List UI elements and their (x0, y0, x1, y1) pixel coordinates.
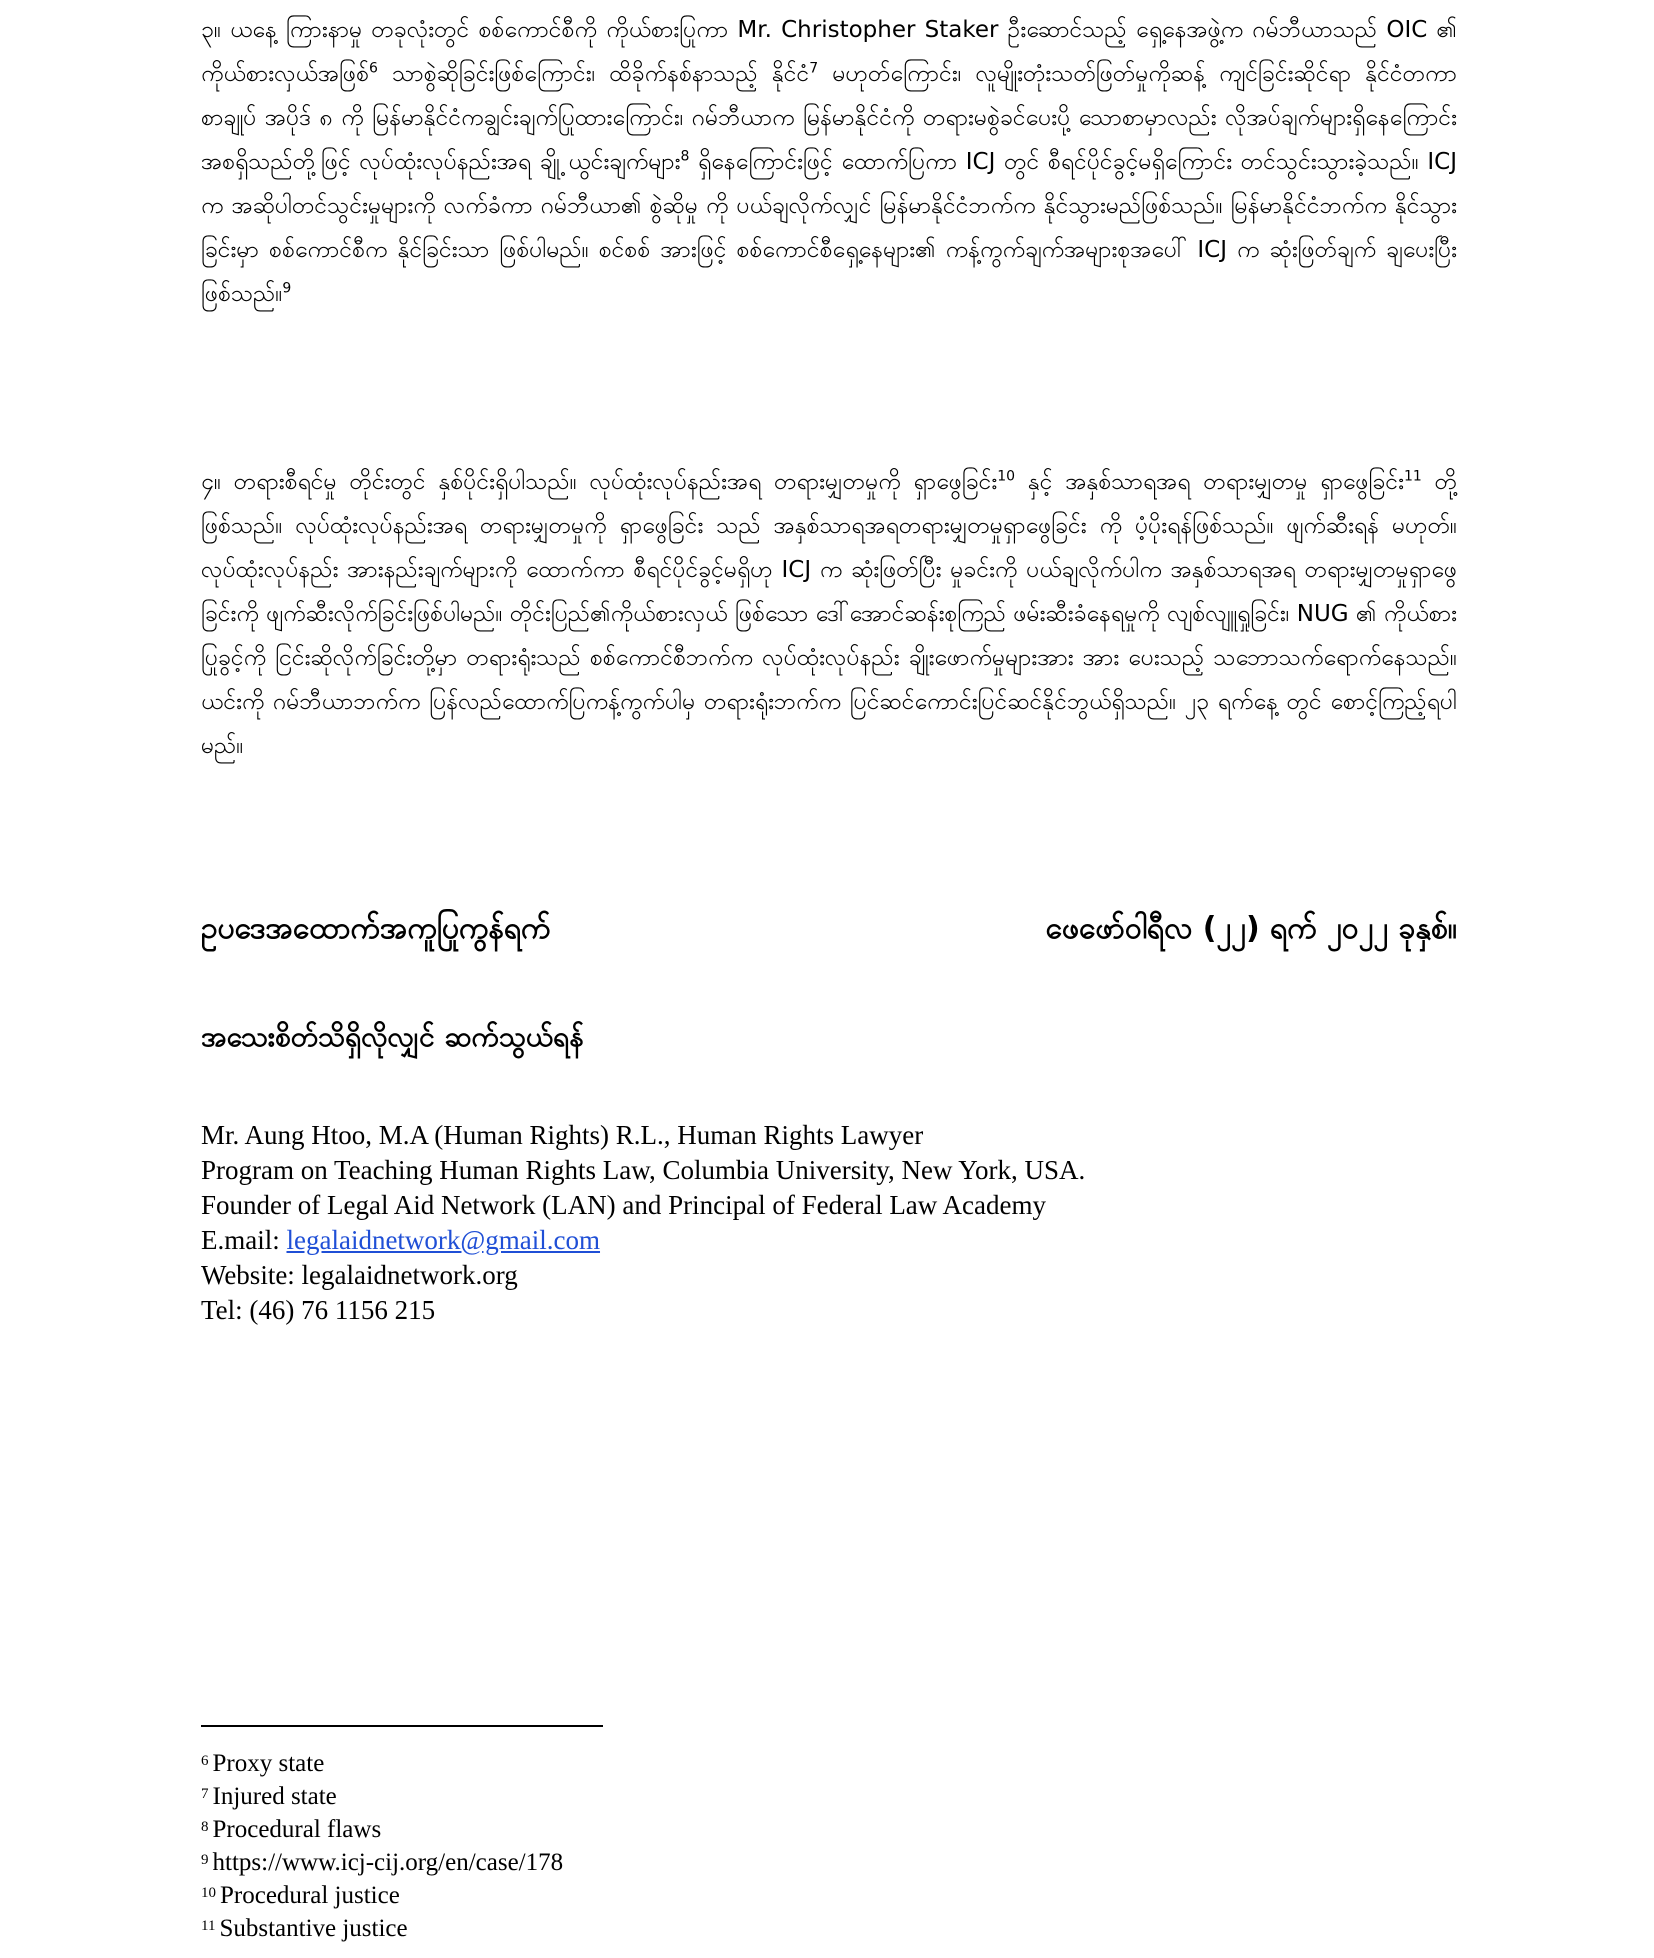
footnote-separator (201, 1725, 603, 1727)
paragraph-3 (201, 8, 1457, 316)
contact-tel: Tel: (46) 76 1156 215 (201, 1295, 436, 1325)
footnote-text: Procedural justice (220, 1882, 400, 1909)
footnote-reference: 7 (809, 60, 819, 77)
paragraph-text: နှင့် အနှစ်သာရအရ တရားမျှတမှု ရှာဖွေခြင်း (1015, 469, 1404, 495)
footnote-item (201, 1912, 1101, 1945)
footnote-reference: 10 (997, 468, 1016, 485)
paragraph-text: သာစွဲဆိုခြင်းဖြစ်ကြောင်း၊ ထိခိုက်နစ်နာသည့် နိုင်ငံ (377, 61, 810, 87)
contact-program: Program on Teaching Human Rights Law, Columbia University, New York, USA. (201, 1155, 1086, 1185)
email-link[interactable]: legalaidnetwork@gmail.com (286, 1225, 601, 1255)
paragraph-4 (201, 460, 1457, 768)
email-label: E.mail: (201, 1225, 287, 1255)
footnote-number: 10 (201, 1885, 216, 1901)
contact-founder: Founder of Legal Aid Network (LAN) and Principal of Federal Law Academy (201, 1190, 1047, 1220)
organization-name: ဥပဒေအထောက်အကူပြုကွန်ရက် (201, 911, 551, 946)
footnote-number: 9 (201, 1852, 209, 1868)
footnote-reference: 11 (1403, 468, 1422, 485)
footnote-text: Injured state (212, 1783, 337, 1810)
footnote-number: 11 (201, 1918, 216, 1934)
footnote-reference: 6 (369, 60, 378, 77)
footnote-number: 6 (201, 1753, 209, 1769)
footnote-item (201, 1747, 1101, 1780)
footnote-text: Procedural flaws (212, 1816, 382, 1843)
paragraph-text: တရားစီရင်မှု တိုင်းတွင် နှစ်ပိုင်းရှိပါသည်။ လုပ်ထုံးလုပ်နည်းအရ တရားမျှတမှုကို ရှာဖွေခြင်း (233, 469, 998, 495)
paragraph-number: ၃။ (201, 17, 231, 43)
contact-website: Website: legalaidnetwork.org (201, 1260, 518, 1290)
footnote-item (201, 1879, 1101, 1912)
footnote-number: 7 (201, 1786, 209, 1802)
paragraph-text: တို့ဖြစ်သည်။ လုပ်ထုံးလုပ်နည်းအရ တရားမျှတမှုကို ရှာဖွေခြင်း သည် အနှစ်သာရအရတရားမျှတမှုရှာဖွေခြင်း ကို ပံ့ပိုးရန်ဖြစ်သည်။ ဖျက်ဆီးရန် မဟုတ်။ လုပ်ထုံးလုပ်နည်း အားနည်းချက်များကို ထောက်ကာ စီရင်ပိုင်ခွင့်မရှိဟု ICJ က ဆုံးဖြတ်ပြီး မှုခင်းကို ပယ်ချလိုက်ပါက အနှစ်သာရအရ တရားမျှတမှုရှာဖွေခြင်းကို ဖျက်ဆီးလိုက်ခြင်းဖြစ်ပါမည်။ တိုင်းပြည်၏ကိုယ်စားလှယ် ဖြစ်သော ဒေါ်အောင်ဆန်းစုကြည် ဖမ်းဆီးခံနေရမှုကို လျစ်လျူရှုခြင်း၊ NUG ၏ ကိုယ်စားပြုခွင့်ကို ငြင်းဆိုလိုက်ခြင်းတို့မှာ တရားရုံးသည် စစ်ကောင်စီဘက်က လုပ်ထုံးလုပ်နည်း ချိုးဖောက်မှုများအား အား ပေးသည့် သဘောသက်ရောက်နေသည်။ ယင်းကို ဂမ်ဘီယာဘက်က ပြန်လည်ထောက်ပြကန့်ကွက်ပါမှ တရားရုံးဘက်က ပြင်ဆင်ကောင်းပြင်ဆင်နိုင်ဘွယ်ရှိသည်။ ၂၃ ရက်နေ့ တွင် စောင့်ကြည့်ရပါမည်။ (201, 469, 1457, 759)
footnote-text: https://www.icj-cij.org/en/case/178 (212, 1849, 564, 1876)
footnote-item (201, 1846, 1101, 1879)
footnote-reference: 8 (680, 148, 690, 165)
paragraph-text: မဟုတ်ကြောင်း၊ လူမျိုးတုံးသတ်ဖြတ်မှုကိုဆန့် ကျင်ခြင်းဆိုင်ရာ နိုင်ငံတကာစာချုပ် အပိုဒ် ၈ ကို မြန်မာနိုင်ငံကချွင်းချက်ပြုထားကြောင်း၊ ဂမ်ဘီယာက မြန်မာနိုင်ငံကို တရားမစွဲခင်ပေးပို့ သောစာမှာလည်း လိုအပ်ချက်များရှိနေကြောင်း အစရှိသည်တို့ဖြင့် လုပ်ထုံးလုပ်နည်းအရ ချို့ ယွင်းချက်များ (201, 61, 1457, 175)
paragraph-text: ယနေ့ ကြားနာမှု တခုလုံးတွင် စစ်ကောင်စီကို ကိုယ်စားပြုကာ Mr. Christopher Staker ဦးဆောင်သည့် ရှေ့နေအဖွဲ့က ဂမ်ဘီယာသည် OIC ၏ ကိုယ်စားလှယ်အဖြစ် (201, 17, 1457, 87)
contact-email-line (201, 1223, 1457, 1258)
footnote-reference: 9 (282, 280, 292, 297)
contact-name: Mr. Aung Htoo, M.A (Human Rights) R.L., Human Rights Lawyer (201, 1120, 924, 1150)
footnote-number: 8 (201, 1819, 209, 1835)
footnotes (201, 1747, 1101, 1945)
document-date: ဖေဖော်ဝါရီလ (၂၂) ရက် ၂၀၂၂ ခုနှစ်။ (1045, 911, 1457, 946)
paragraph-number: ၄။ (201, 469, 234, 495)
contact-heading: အသေးစိတ်သိရှိလိုလျှင် ဆက်သွယ်ရန် (201, 1020, 584, 1053)
footnote-item (201, 1780, 1101, 1813)
footnote-item (201, 1813, 1101, 1846)
contact-block (201, 1118, 1457, 1328)
signature-row (201, 908, 1457, 953)
footnote-text: Proxy state (212, 1750, 325, 1777)
footnote-text: Substantive justice (219, 1915, 408, 1942)
paragraph-text: ရှိနေကြောင်းဖြင့် ထောက်ပြကာ ICJ တွင် စီရင်ပိုင်ခွင့်မရှိကြောင်း တင်သွင်းသွားခဲ့သည်။ ICJ က အဆိုပါတင်သွင်းမှုများကို လက်ခံကာ ဂမ်ဘီယာ၏ စွဲဆိုမှု ကို ပယ်ချလိုက်လျှင် မြန်မာနိုင်ငံဘက်က နိုင်သွားမည်ဖြစ်သည်။ မြန်မာနိုင်ငံဘက်က နိုင်သွားခြင်းမှာ စစ်ကောင်စီက နိုင်ခြင်းသာ ဖြစ်ပါမည်။ စင်စစ် အားဖြင့် စစ်ကောင်စီရှေ့နေများ၏ ကန့်ကွက်ချက်အများစုအပေါ် ICJ က ဆုံးဖြတ်ချက် ချပေးပြီးဖြစ်သည်။ (201, 149, 1457, 307)
